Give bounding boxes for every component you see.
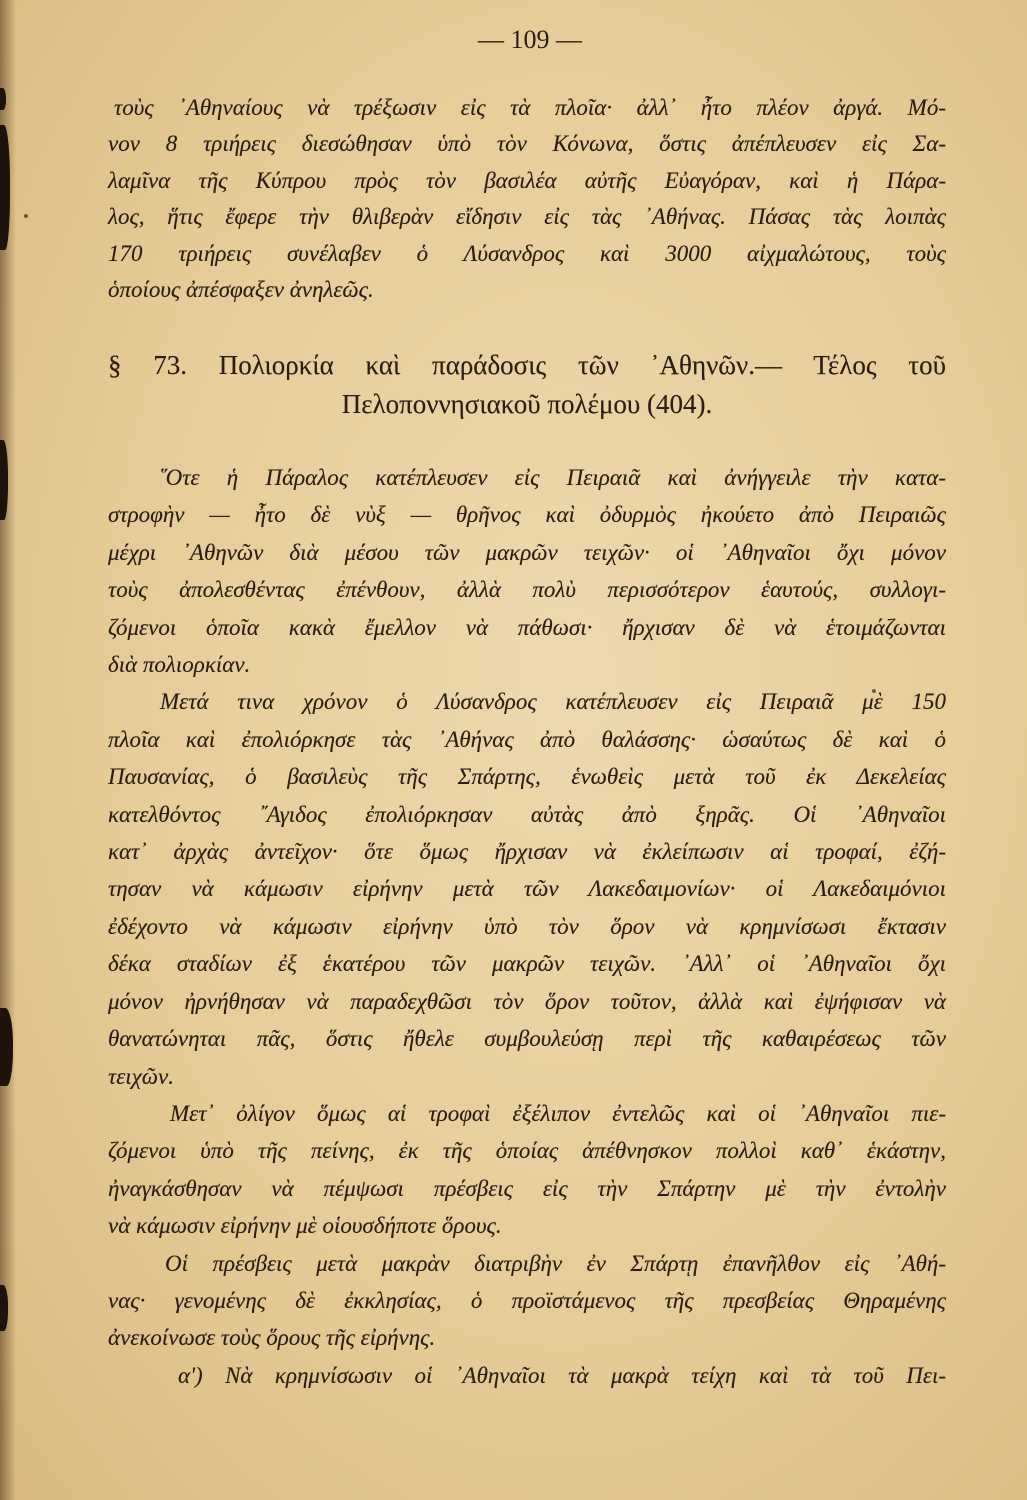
paragraph-line: ῞Οτε ἡ Πάραλος κατέπλευσεν εἰς Πειραιᾶ καὶ ἀνήγγειλε τὴν κατα-: [158, 465, 946, 490]
paragraph-line: ὁποίους ἀπέσφαξεν ἀνηλεῶς.: [108, 276, 374, 302]
paragraph-line: στροφὴν — ἦτο δὲ νὺξ — θρῆνος καὶ ὀδυρμὸς ἠκούετο ἀπὸ Πειραιῶς: [108, 502, 946, 528]
paragraph-line: α') Νὰ κρημνίσωσιν οἱ ᾿Αθηναῖοι τὰ μακρὰ τείχη καὶ τὰ τοῦ Πει-: [178, 1362, 946, 1388]
paragraph-line: μέχρι ᾿Αθηνῶν διὰ μέσου τῶν μακρῶν τειχῶν· οἱ ᾿Αθηναῖοι ὄχι μόνον: [108, 539, 946, 565]
intro-paragraph: [108, 90, 946, 308]
body-paragraph: [108, 1095, 946, 1245]
paragraph-line: δέκα σταδίων ἐξ ἑκατέρου τῶν μακρῶν τειχῶν. ᾿Αλλ᾿ οἱ ᾿Αθηναῖοι ὄχι: [108, 951, 946, 977]
body-paragraph: [108, 459, 946, 683]
paragraph-line: τησαν νὰ κάμωσιν εἰρήνην μετὰ τῶν Λακεδαιμονίων· οἱ Λακεδαιμόνιοι: [108, 876, 946, 902]
scan-edge-mark: [0, 125, 10, 250]
paragraph-line: κατ᾿ ἀρχὰς ἀντεῖχον· ὅτε ὅμως ἤρχισαν νὰ ἐκλείπωσιν αἱ τροφαί, ἐζή-: [108, 839, 946, 865]
paragraph-line: Μετά τινα χρόνον ὁ Λύσανδρος κατέπλευσεν εἰς Πειραιᾶ μὲ 150: [160, 689, 946, 715]
paragraph-line: πλοῖα καὶ ἐπολιόρκησε τὰς ᾿Αθήνας ἀπὸ θαλάσσης· ὡσαύτως δὲ καὶ ὁ: [108, 726, 946, 752]
paragraph-line: ζόμενοι ὁποῖα κακὰ ἔμελλον νὰ πάθωσι· ἤρχισαν δὲ νὰ ἑτοιμάζωνται: [108, 614, 946, 640]
scan-speck: [24, 214, 28, 218]
section-heading: [108, 346, 946, 424]
body-paragraph: [108, 1357, 946, 1394]
heading-line: § 73. Πολιορκία καὶ παράδοσις τῶν ᾿Αθηνῶν.— Τέλος τοῦ: [108, 350, 946, 380]
paragraph-line: νὰ κάμωσιν εἰρήνην μὲ οἱουσδήποτε ὅρους.: [108, 1213, 502, 1239]
paragraph-line: ζόμενοι ὑπὸ τῆς πείνης, ἐκ τῆς ὁποίας ἀπέθνησκον πολλοὶ καθ᾿ ἑκάστην,: [108, 1138, 946, 1164]
heading-line: Πελοποννησιακοῦ πολέμου (404).: [341, 389, 713, 419]
paragraph-line: διὰ πολιορκίαν.: [108, 652, 251, 678]
paragraph-line: νας· γενομένης δὲ ἐκκλησίας, ὁ προϊστάμενος τῆς πρεσβείας Θηραμένης: [108, 1287, 946, 1313]
paragraph-line: τειχῶν.: [108, 1063, 175, 1089]
paragraph-line: τοὺς ἀπολεσθέντας ἐπένθουν, ἀλλὰ πολὺ περισσότερον ἑαυτούς, συλλογι-: [108, 577, 946, 603]
scan-edge-mark: [0, 440, 8, 520]
paragraph-line: 170 τριήρεις συνέλαβεν ὁ Λύσανδρος καὶ 3000 αἰχμαλώτους, τοὺς: [108, 240, 946, 266]
paragraph-line: τοὺς ᾿Αθηναίους νὰ τρέξωσιν εἰς τὰ πλοῖα· ἀλλ᾿ ἦτο πλέον ἀργά. Μό-: [114, 95, 946, 120]
paragraph-line: Μετ᾿ ὀλίγον ὅμως αἱ τροφαὶ ἐξέλιπον ἐντελῶς καὶ οἱ ᾿Αθηναῖοι πιε-: [170, 1100, 946, 1126]
paragraph-line: ἐδέχοντο νὰ κάμωσιν εἰρήνην ὑπὸ τὸν ὅρον νὰ κρημνίσωσι ἔκτασιν: [108, 913, 946, 939]
page-number: — 109 —: [478, 25, 582, 54]
body-paragraph: [108, 683, 946, 1094]
paragraph-line: ἠναγκάσθησαν νὰ πέμψωσι πρέσβεις εἰς τὴν Σπάρτην μὲ τὴν ἐντολὴν: [108, 1175, 946, 1201]
paragraph-line: λος, ἥτις ἔφερε τὴν θλιβερὰν εἴδησιν εἰς τὰς ᾿Αθήνας. Πάσας τὰς λοιπὰς: [108, 204, 946, 230]
paragraph-line: λαμῖνα τῆς Κύπρου πρὸς τὸν βασιλέα αὐτῆς Εὐαγόραν, καὶ ἡ Πάρα-: [108, 167, 946, 193]
body-paragraph: [108, 1245, 946, 1357]
paragraph-line: Οἱ πρέσβεις μετὰ μακρὰν διατριβὴν ἐν Σπάρτῃ ἐπανῆλθον εἰς ᾿Αθή-: [165, 1250, 946, 1276]
section-body: [108, 459, 946, 1394]
paragraph-line: νον 8 τριήρεις διεσώθησαν ὑπὸ τὸν Κόνωνα, ὅστις ἀπέπλευσεν εἰς Σα-: [108, 131, 946, 157]
paragraph-line: Παυσανίας, ὁ βασιλεὺς τῆς Σπάρτης, ἑνωθεὶς μετὰ τοῦ ἐκ Δεκελείας: [108, 764, 946, 790]
scan-edge-mark: [0, 1285, 8, 1331]
paragraph-line: μόνον ἠρνήθησαν νὰ παραδεχθῶσι τὸν ὅρον τοῦτον, ἀλλὰ καὶ ἐψήφισαν νὰ: [108, 988, 946, 1014]
scan-edge-mark: [0, 1008, 13, 1086]
paragraph-line: κατελθόντος ῎Αγιδος ἐπολιόρκησαν αὐτὰς ἀπὸ ξηρᾶς. Οἱ ᾿Αθηναῖοι: [108, 801, 946, 827]
paragraph-line: θανατώνηται πᾶς, ὅστις ἤθελε συμβουλεύσῃ περὶ τῆς καθαιρέσεως τῶν: [108, 1026, 946, 1052]
scan-edge-mark: [0, 88, 6, 110]
paragraph-line: ἀνεκοίνωσε τοὺς ὅρους τῆς εἰρήνης.: [108, 1325, 436, 1351]
